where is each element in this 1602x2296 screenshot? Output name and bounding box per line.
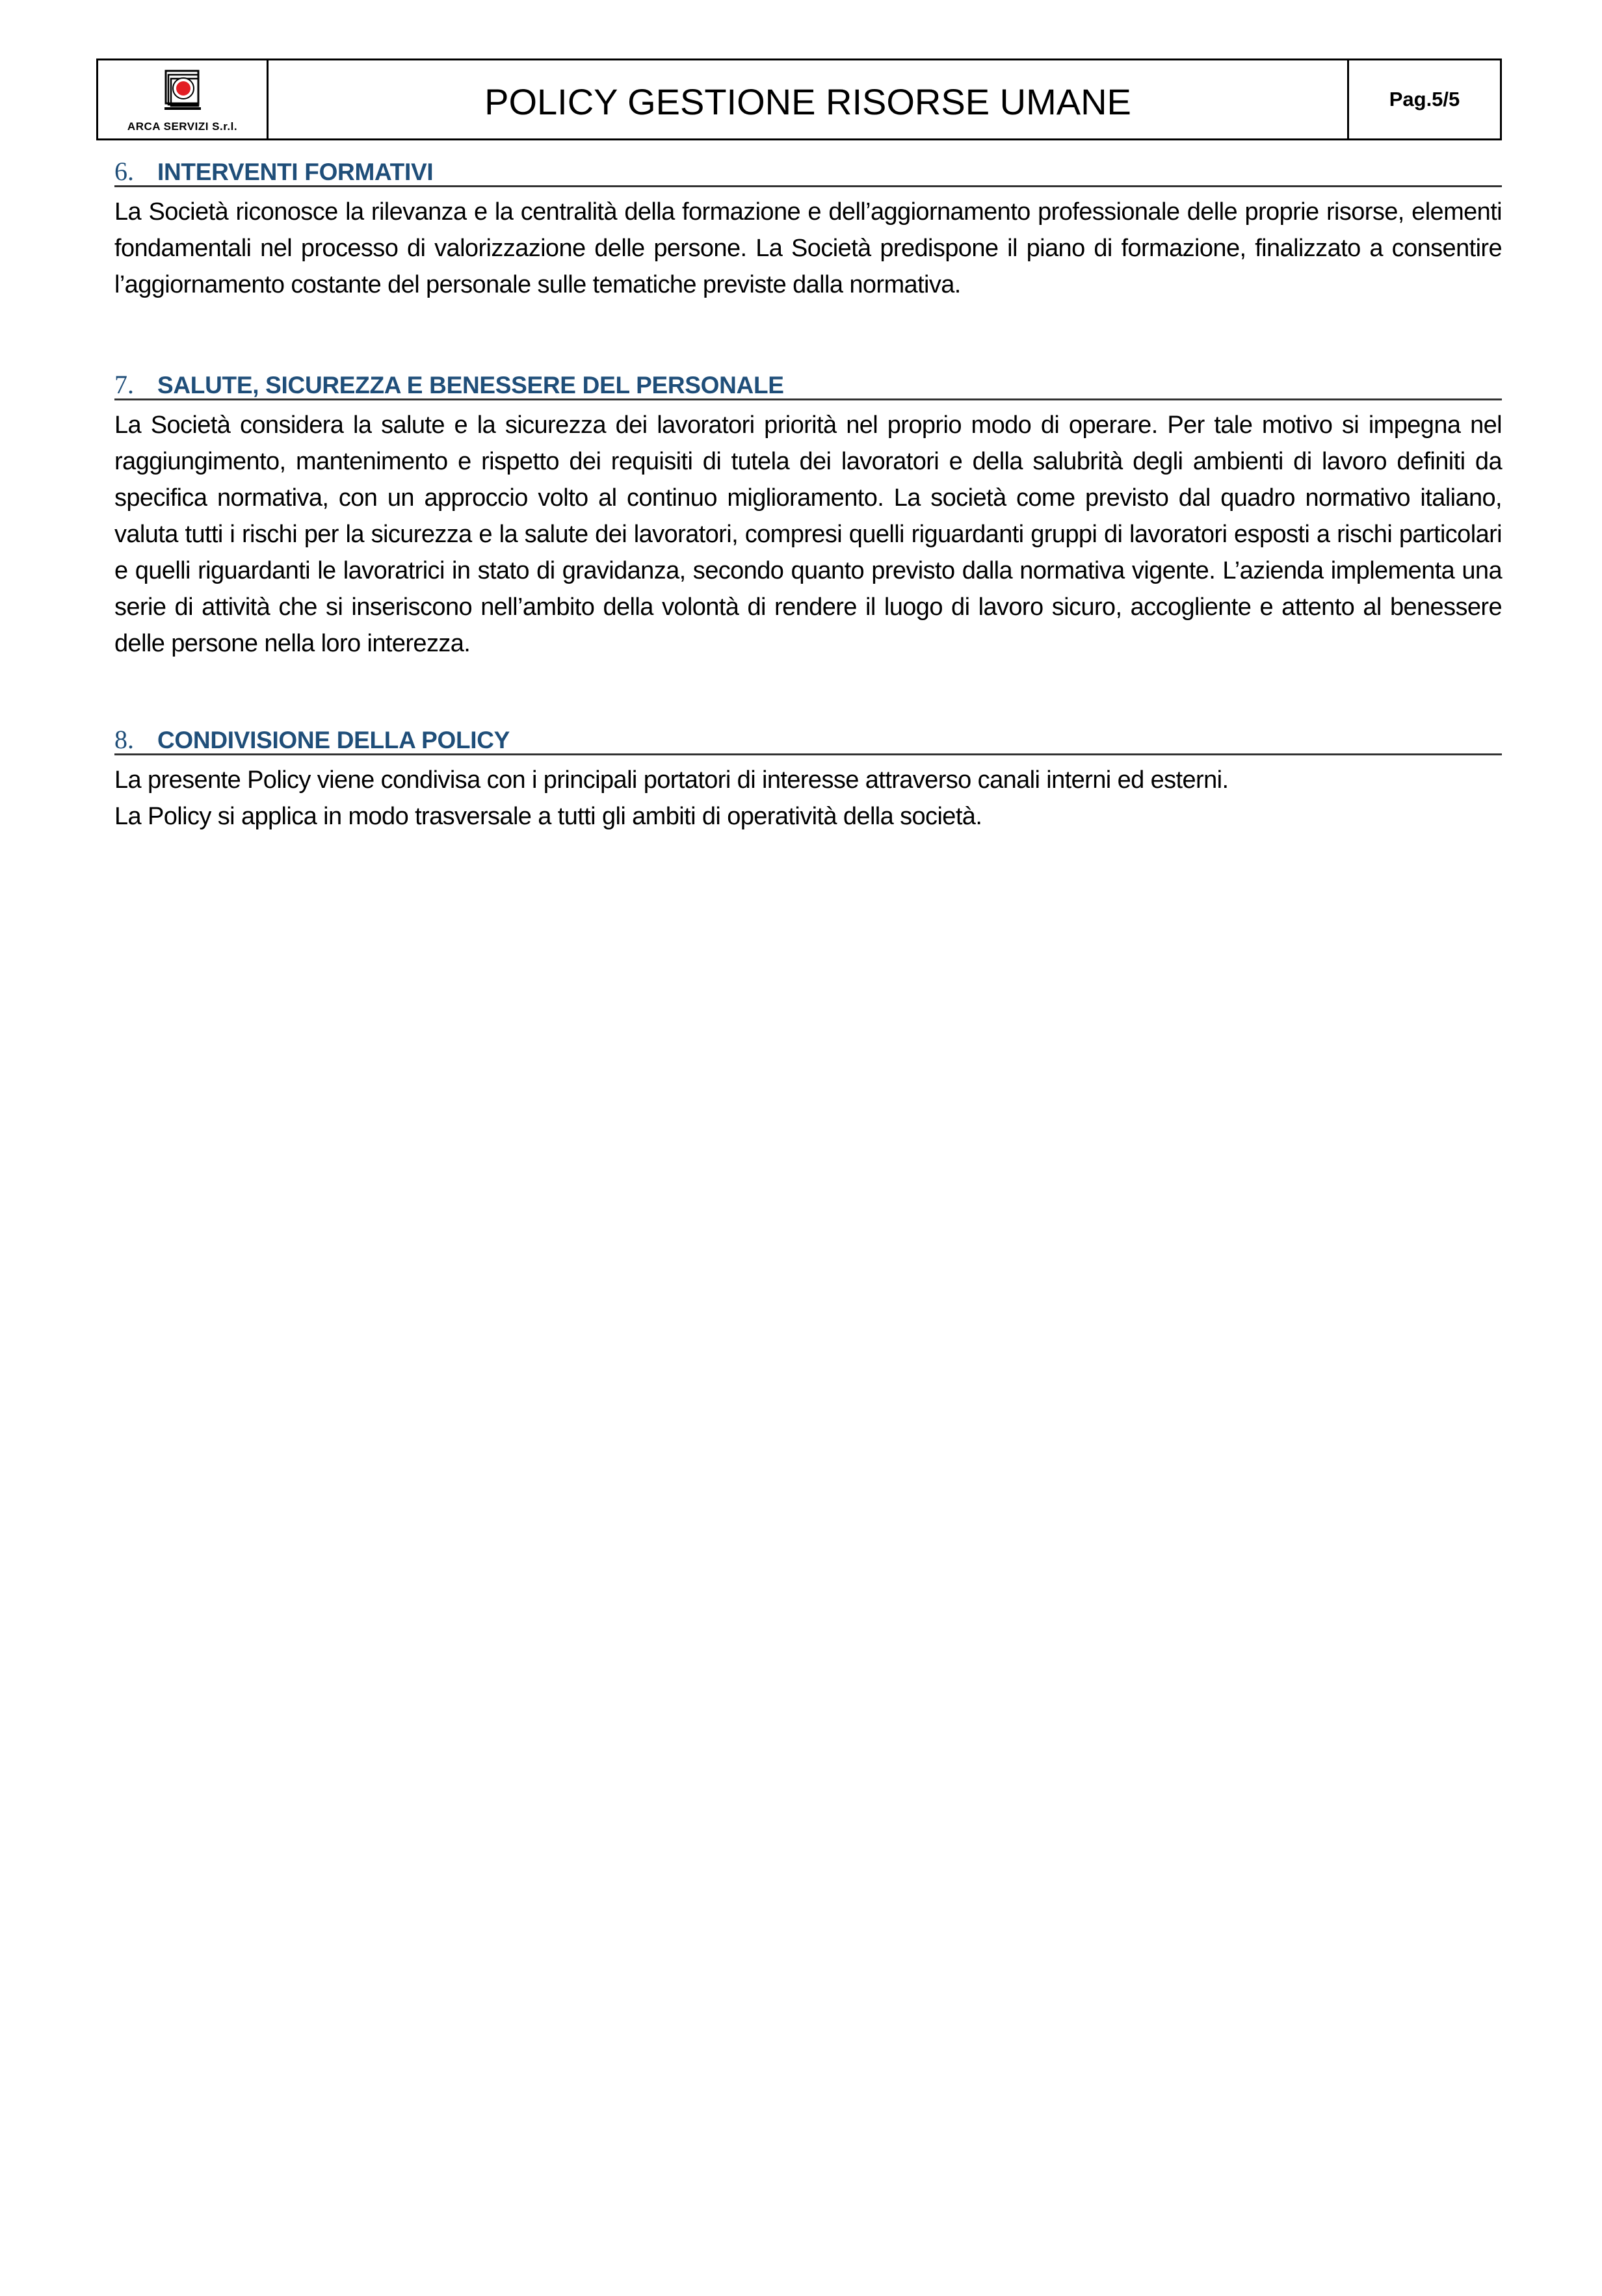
section-interventi-formativi (114, 147, 1502, 360)
section-number: 8. (114, 725, 134, 754)
section-heading (114, 715, 1502, 755)
section-paragraph: La Policy si applica in modo trasversale a tutti gli ambiti di operatività della società. (114, 803, 982, 830)
document-header (96, 59, 1502, 140)
section-number: 7. (114, 370, 134, 399)
arca-logo-icon (164, 70, 202, 112)
company-name: ARCA SERVIZI S.r.l. (127, 120, 238, 133)
section-title: SALUTE, SICUREZZA E BENESSERE DEL PERSONALE (157, 372, 784, 398)
section-paragraph: La Società riconosce la rilevanza e la centralità della formazione e dell’aggiornamento professionale delle proprie risorse, elementi fondamentali nel processo di valorizzazione delle persone. La Società predispone il piano di formazione, finalizzato a consentire l’aggiornamento costante del personale sulle tematiche previste dalla normativa. (114, 198, 1502, 298)
document-title: POLICY GESTIONE RISORSE UMANE (269, 60, 1349, 138)
section-title: CONDIVISIONE DELLA POLICY (157, 727, 510, 753)
section-number: 6. (114, 157, 134, 186)
section-paragraph: La presente Policy viene condivisa con i principali portatori di interesse attraverso canali interni ed esterni. (114, 766, 1229, 794)
section-salute-sicurezza (114, 360, 1502, 715)
section-heading (114, 360, 1502, 400)
document-body (114, 147, 1502, 835)
section-condivisione-policy (114, 715, 1502, 835)
section-paragraph: La Società considera la salute e la sicurezza dei lavoratori priorità nel proprio modo di operare. Per tale motivo si impegna nel raggiungimento, mantenimento e rispetto dei requisiti di tutela dei lavoratori e della salubrità degli ambienti di lavoro definiti da specifica normativa, con un approccio volto al continuo miglioramento. La società come previsto dal quadro normativo italiano, valuta tutti i rischi per la sicurezza e la salute dei lavoratori, compresi quelli riguardanti gruppi di lavoratori esposti a rischi particolari e quelli riguardanti le lavoratrici in stato di gravidanza, secondo quanto previsto dalla normativa vigente. L’azienda implementa una serie di attività che si inseriscono nell’ambito della volontà di rendere il luogo di lavoro sicuro, accogliente e attento al benessere delle persone nella loro interezza. (114, 411, 1502, 657)
header-logo-cell (98, 60, 269, 138)
section-title: INTERVENTI FORMATIVI (157, 159, 434, 185)
page-number: Pag.5/5 (1389, 88, 1460, 111)
section-heading (114, 147, 1502, 187)
